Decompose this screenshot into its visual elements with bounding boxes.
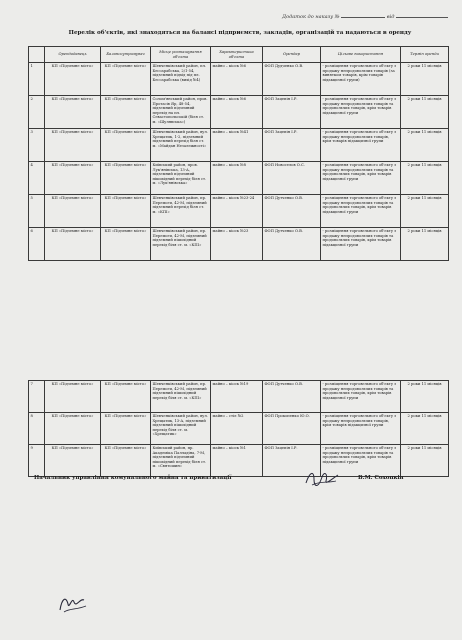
col-location: Місце розташування об'єкта [151,47,211,63]
row-number: 8 [29,413,45,445]
table-row [29,96,449,129]
tenant-cell: ФОП Зацепін І.Р. [263,96,321,129]
lessor-cell: КП «Підземне місто» [45,195,101,228]
col-num [29,47,45,63]
lessor-cell: КП «Підземне місто» [45,413,101,445]
location-cell: Київський район, пр. Академіка Палладіна, 7-М, підземний підземний пішохідний перехід біля ст. м. «Святошин» [151,445,211,477]
term-cell: 2 роки 11 місяців [401,195,449,228]
row-number: 5 [29,195,45,228]
purpose-cell: - розміщення торговельного об'єкту з продажу непродовольчих товарів (за винятком товарів, крім товарів підакцизної групи) [321,63,401,96]
purpose-cell: - розміщення торговельного об'єкту з продажу непродовольчих товарів та продовольчих товарів, крім товарів підакцизної групи [321,445,401,477]
row-number: 2 [29,96,45,129]
col-characteristic: Характеристика об'єкта [211,47,263,63]
col-holder: Балансоутримувач [101,47,151,63]
tenant-cell: ФОП Дутченко О.В. [263,195,321,228]
purpose-cell: - розміщення торговельного об'єкту з продажу непродовольчих товарів та продовольчих товарів, крім товарів підакцизної групи [321,162,401,195]
col-purpose: Цільове використання [321,47,401,63]
purpose-cell: - розміщення торговельного об'єкту з продажу непродовольчих товарів та продовольчих товарів, крім товарів підакцизної групи [321,381,401,413]
holder-cell: КП «Підземне місто» [101,195,151,228]
characteristic-cell: майно – кіоск №1 [211,445,263,477]
document-title: Перелік об'єктів, які знаходяться на балансі підприємств, закладів, організацій та надаються в оренду [68,30,412,36]
holder-cell: КП «Підземне місто» [101,413,151,445]
characteristic-cell: майно – стіл №2 [211,413,263,445]
tenant-cell: ФОП Новоселов О.С. [263,162,321,195]
holder-cell: КП «Підземне місто» [101,381,151,413]
lessor-cell: КП «Підземне місто» [45,96,101,129]
table-header-row [29,47,449,63]
purpose-cell: - розміщення торговельного об'єкту з продажу непродовольчих товарів та продовольчих товарів, крім товарів підакцизної групи [321,96,401,129]
purpose-cell: - розміщення торговельного об'єкту з продажу непродовольчих товарів та продовольчих товарів, крім товарів підакцизної групи [321,195,401,228]
term-cell: 2 роки 11 місяців [401,162,449,195]
holder-cell: КП «Підземне місто» [101,162,151,195]
characteristic-cell: майно – кіоск №19 [211,381,263,413]
row-number: 1 [29,63,45,96]
lessor-cell: КП «Підземне місто» [45,228,101,261]
appendix-date-prefix: від [386,14,395,20]
initials-signature-icon [56,590,90,616]
term-cell: 2 роки 11 місяців [401,96,449,129]
table-row [29,413,449,445]
purpose-cell: - розміщення торговельного об'єкту з продажу непродовольчих товарів, крім товарів підакцизної групи [321,413,401,445]
col-term: Термін оренди [401,47,449,63]
table-row [29,129,449,162]
location-cell: Шевченківський район, вул. Хрещатик, 13-А, підземний підземний пішохідний перехід біля ст. м. «Хрещатик» [151,413,211,445]
term-cell: 2 роки 11 місяців [401,381,449,413]
location-cell: Київський район, пров. Лук'янівська, 13-А, підземний підземний пішохідний перехід біля ст. м. «Лук'янівська» [151,162,211,195]
col-tenant: Орендар [263,47,321,63]
holder-cell: КП «Підземне місто» [101,129,151,162]
appendix-header [282,14,452,20]
appendix-text: Додаток до наказу № [282,14,340,20]
tenant-cell: ФОП Дутченко О.В. [263,228,321,261]
lessor-cell: КП «Підземне місто» [45,129,101,162]
row-number: 7 [29,381,45,413]
row-number: 9 [29,445,45,477]
location-cell: Шевченківський район, пр. Перемоги, 42-М, підземний підземний пішохідний перехід біля ст. м. «КПІ» [151,228,211,261]
table-row [29,162,449,195]
characteristic-cell: майно – кіоск №6 [211,96,263,129]
term-cell: 2 роки 11 місяців [401,63,449,96]
location-cell: Шевченківський район, пл. Бессарабська, 2/1-54, підземний підхід під пл. Бессарабська (вихід №4) [151,63,211,96]
term-cell: 2 роки 11 місяців [401,228,449,261]
holder-cell: КП «Підземне місто» [101,228,151,261]
location-cell: Солом'янський район, пров. Протасів Яр, 48-54, підземний підземний перехід на пл. Севастопольській (біля ст. м. «Шулявська») [151,96,211,129]
table-row [29,381,449,413]
lessor-cell: КП «Підземне місто» [45,162,101,195]
table-row [29,63,449,96]
signatory-role: Начальник управління комунального майна та приватизації [34,475,232,481]
table-row [29,228,449,261]
holder-cell: КП «Підземне місто» [101,63,151,96]
characteristic-cell: майно – кіоск №41 [211,129,263,162]
characteristic-cell: майно – кіоск №8 [211,162,263,195]
objects-table-page2 [28,380,449,477]
row-number: 6 [29,228,45,261]
objects-table-page1 [28,46,449,261]
purpose-cell: - розміщення торговельного об'єкту з продажу непродовольчих товарів, крім товарів підакцизної групи [321,129,401,162]
tenant-cell: ФОП Зацепін І.Р. [263,129,321,162]
location-cell: Шевченківський район, вул. Хрещатик, 1-2, підземний підземний перехід біля ст. м. «Майдан Незалежності» [151,129,211,162]
col-lessor: Орендодавець [45,47,101,63]
characteristic-cell: майно – кіоск №23 [211,228,263,261]
tenant-cell: ФОП Дутченко О.В. [263,381,321,413]
term-cell: 2 роки 11 місяців [401,445,449,477]
term-cell: 2 роки 11 місяців [401,129,449,162]
location-cell: Шевченківський район, пр. Перемоги, 42-М, підземний підземний пішохідний перехід біля ст. м. «КПІ» [151,381,211,413]
tenant-cell: ФОП Дудченко О.В. [263,63,321,96]
lessor-cell: КП «Підземне місто» [45,445,101,477]
holder-cell: КП «Підземне місто» [101,96,151,129]
lessor-cell: КП «Підземне місто» [45,381,101,413]
signatory-name: В.М. Сохопкін [358,475,404,481]
location-cell: Шевченківський район, пр. Перемоги, 42-М, підземний підземний перехід біля ст. м. «КПІ» [151,195,211,228]
table-row [29,195,449,228]
term-cell: 2 роки 11 місяців [401,413,449,445]
purpose-cell: - розміщення торговельного об'єкту з продажу непродовольчих товарів та продовольчих товарів, крім товарів підакцизної групи [321,228,401,261]
tenant-cell: ФОП Прокопенко Ю.О. [263,413,321,445]
characteristic-cell: майно – кіоск №6 [211,63,263,96]
signature-block [34,467,444,491]
row-number: 3 [29,129,45,162]
holder-cell: КП «Підземне місто» [101,445,151,477]
row-number: 4 [29,162,45,195]
lessor-cell: КП «Підземне місто» [45,63,101,96]
tenant-cell: ФОП Зацепін І.Р. [263,445,321,477]
handwritten-signature-icon [302,467,342,491]
characteristic-cell: майно – кіоск №23-24 [211,195,263,228]
